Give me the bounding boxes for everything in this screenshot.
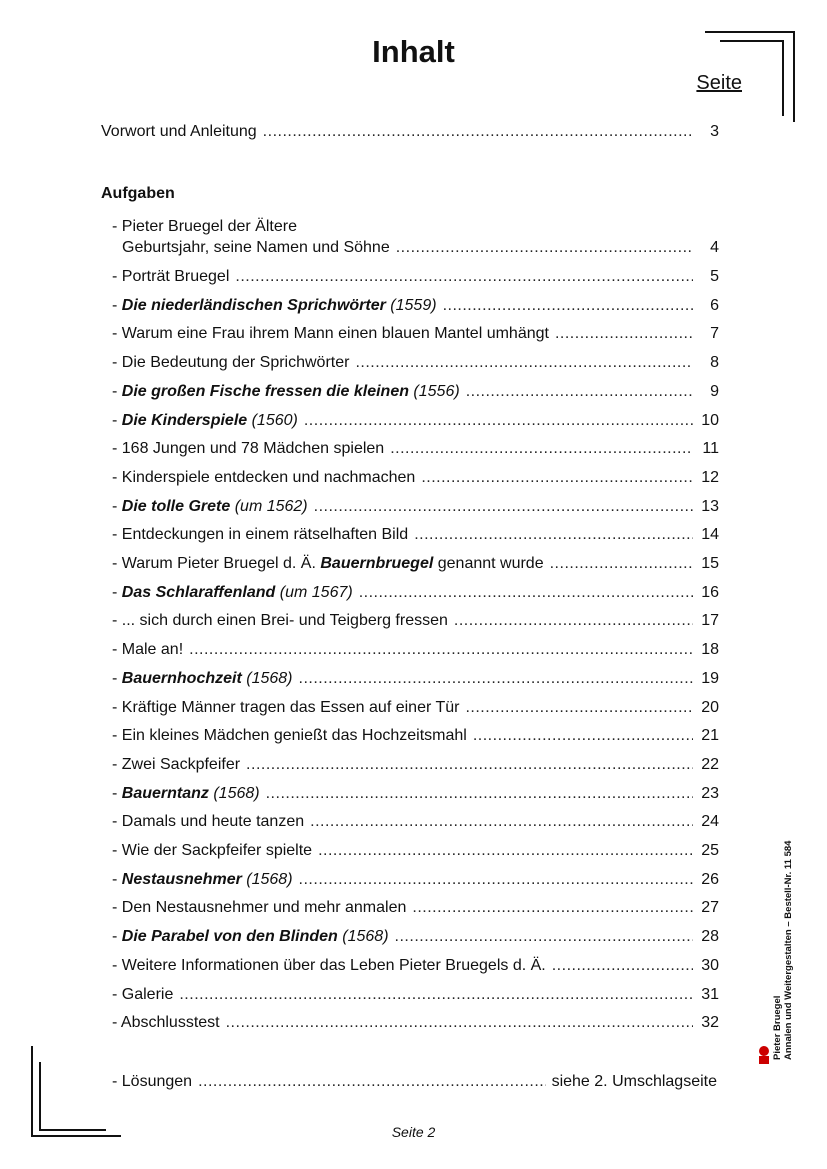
toc-entry-text-part: (1559) (385, 296, 437, 314)
toc-entry-label: Geburtsjahr, seine Namen und Söhne (122, 239, 390, 256)
toc-entry-page: 5 (710, 268, 719, 285)
toc-entry-label (112, 898, 406, 918)
toc-entry-text-part: Die großen Fische fressen die kleinen (121, 382, 409, 400)
toc-entry-label (112, 640, 183, 660)
toc-entry-page: 20 (701, 698, 719, 716)
leader-dots (555, 324, 693, 344)
toc-entry-page: 14 (701, 526, 719, 544)
toc-entry (112, 782, 719, 804)
section-heading: Aufgaben (101, 185, 175, 202)
toc-entry-label (112, 554, 544, 574)
leader-dots (299, 870, 693, 890)
toc-entry-text-part: (1568) (337, 928, 389, 946)
toc-entry-page: 6 (710, 296, 719, 314)
toc-entry (112, 638, 719, 660)
leader-dots (443, 296, 693, 316)
toc-entry-label (112, 382, 460, 402)
toc-entry-text-part: (um 1562) (230, 497, 308, 515)
toc-entry-label (112, 841, 312, 861)
leader-dots (299, 669, 694, 689)
toc-entry-page: 16 (701, 583, 719, 601)
toc-entry-label (112, 726, 467, 746)
toc-entry-page: 25 (701, 842, 719, 859)
toc-entry-first-line: - Pieter Bruegel der Ältere (112, 218, 297, 235)
toc-entry-solutions (112, 1070, 717, 1092)
toc-entry-text-part: - Damals und heute tanzen (112, 813, 305, 831)
leader-dots (189, 640, 693, 660)
toc-entry-text-part: - Die Bedeutung der Sprichwörter (112, 354, 350, 372)
toc-entry-page: 7 (710, 325, 719, 343)
sidebar-publisher-text (772, 841, 794, 1060)
leader-dots (235, 267, 693, 287)
toc-entry-label (112, 698, 459, 718)
toc-entry-text-part: - Warum eine Frau ihrem Mann einen blauen Mantel umhängt (112, 325, 549, 343)
leader-dots (550, 554, 693, 574)
toc-entry-text-part: Die Parabel von den Blinden (121, 928, 338, 946)
toc-entry-page: 10 (701, 411, 719, 429)
leader-dots (310, 812, 693, 832)
page-footer: Seite 2 (391, 1124, 436, 1140)
toc-entry-label (112, 1013, 220, 1033)
toc-entry-text-part: - (112, 669, 122, 687)
toc-entry (112, 351, 719, 373)
toc-entry-page: 9 (710, 382, 719, 400)
toc-entry-text-part: - (112, 784, 122, 802)
toc-entry (112, 753, 719, 775)
leader-dots (473, 726, 693, 746)
toc-entry (112, 409, 719, 431)
toc-entry-page: 23 (701, 784, 719, 802)
leader-dots (412, 898, 693, 918)
toc-entry-page: 18 (701, 641, 719, 659)
toc-entry-text-part: Bauernbruegel (320, 555, 434, 572)
leader-dots (454, 611, 693, 631)
toc-entry (112, 265, 719, 287)
toc-entry-label (112, 669, 293, 689)
toc-entry-page: 27 (701, 899, 719, 917)
toc-entry-label (112, 927, 389, 947)
toc-entry-text-part: - 168 Jungen und 78 Mädchen spielen (112, 440, 385, 458)
toc-entry-label (112, 468, 415, 488)
toc-entry (112, 810, 719, 832)
toc-entry-text-part: - Weitere Informationen über das Leben Pieter Bruegels d. Ä. (112, 956, 546, 974)
toc-entry-text-part: (1560) (247, 411, 298, 429)
toc-entry-page: 28 (701, 928, 719, 946)
leader-dots (355, 353, 693, 373)
sidebar-line1: Pieter Bruegel (772, 995, 783, 1060)
toc-entry (112, 724, 719, 746)
toc-entry-text-part: - Kräftige Männer tragen das Essen auf einer Tür (112, 698, 460, 716)
toc-entry-text-part: - Galerie (112, 985, 174, 1003)
toc-entry-text-part: Die niederländischen Sprichwörter (121, 296, 386, 314)
toc-entry-page: 13 (701, 497, 719, 515)
toc-entry-text-part: - Wie der Sackpfeifer spielte (112, 842, 313, 859)
toc-entry (112, 868, 719, 890)
toc-entry-text-part: Die tolle Grete (121, 497, 231, 515)
toc-entry-label (112, 525, 408, 545)
leader-dots (246, 755, 693, 775)
toc-entry-text-part: - (112, 411, 122, 429)
toc-entry-page: 32 (701, 1014, 719, 1032)
toc-entry-text-part: - Warum Pieter Bruegel d. Ä. (112, 555, 321, 572)
toc-entry (112, 294, 719, 316)
publisher-logo-icon (757, 1045, 771, 1065)
leader-dots (263, 122, 693, 142)
toc-entry (112, 983, 719, 1005)
toc-entry-text-part: - Den Nestausnehmer und mehr anmalen (112, 899, 407, 917)
toc-entry (112, 523, 719, 545)
toc-entry-text-part: genannt wurde (433, 555, 544, 572)
leader-dots (396, 238, 693, 258)
toc-entry-text-part: - (112, 497, 122, 515)
toc-entry-text-part: - Porträt Bruegel (112, 268, 230, 285)
toc-entry-text-part: - (112, 870, 122, 888)
toc-entry-page: 15 (701, 555, 719, 572)
toc-entry-text-part: Nestausnehmer (121, 870, 242, 888)
toc-entry-label (112, 956, 546, 976)
toc-entry-label (112, 267, 229, 287)
toc-entry-text-part: (1556) (408, 382, 460, 400)
toc-entry-label (112, 812, 304, 832)
toc-entry-page: 24 (701, 813, 719, 831)
toc-entry-text-part: Bauernhochzeit (121, 669, 242, 687)
toc-entry-page: 11 (702, 440, 719, 458)
toc-entry-text-part: (1568) (208, 784, 260, 802)
toc-entry-text-part: Die Kinderspiele (121, 411, 248, 429)
toc-entry-text-part: - Male an! (112, 641, 184, 659)
toc-entry-page: 12 (701, 468, 719, 486)
toc-entry-page: 22 (701, 755, 719, 773)
toc-entry-label: - Lösungen (112, 1073, 193, 1090)
toc-entry-label (112, 755, 240, 775)
leader-dots (198, 1072, 546, 1092)
toc-entry (112, 925, 719, 947)
toc-entry-text-part: - Ein kleines Mädchen genießt das Hochzeitsmahl (112, 727, 467, 745)
toc-entry-text-part: Das Schlaraffenland (121, 583, 276, 601)
page-title: Inhalt (372, 34, 455, 69)
toc-entry-text-part: (1568) (241, 669, 293, 687)
toc-entry-page: 31 (701, 985, 719, 1003)
toc-entry-label (112, 439, 384, 459)
leader-dots (390, 439, 693, 459)
toc-entry (112, 552, 719, 574)
leader-dots (465, 698, 693, 718)
toc-entry-text-part: (1568) (241, 870, 293, 888)
toc-entry-text-part: Bauerntanz (121, 784, 209, 802)
leader-dots (359, 583, 693, 603)
toc-entry (112, 609, 719, 631)
toc-entry (112, 1011, 719, 1033)
toc-entry-text-part: - Kinderspiele entdecken und nachmachen (112, 468, 416, 486)
toc-entry-label: Vorwort und Anleitung (101, 123, 257, 140)
toc-entry-text-part: - (112, 928, 122, 946)
toc-entry-page: 30 (701, 956, 719, 974)
toc-entry-page: 8 (710, 354, 719, 372)
leader-dots (304, 411, 693, 431)
leader-dots (414, 525, 693, 545)
leader-dots (179, 985, 693, 1005)
toc-entry (112, 581, 719, 603)
toc-entry-text-part: - ... sich durch einen Brei- und Teigberg fressen (112, 612, 448, 630)
toc-entry-page: siehe 2. Umschlagseite (551, 1073, 717, 1090)
toc-entry-label (112, 324, 549, 344)
leader-dots (226, 1013, 693, 1033)
toc-entry (112, 696, 719, 718)
leader-dots (552, 956, 693, 976)
toc-entry-label (112, 296, 437, 316)
toc-entry-text-part: - (112, 583, 122, 601)
toc-entry-page: 3 (710, 123, 719, 140)
toc-entry (112, 466, 719, 488)
toc-entry-text-part: - Entdeckungen in einem rätselhaften Bild (112, 526, 409, 544)
toc-entry (112, 322, 719, 344)
leader-dots (266, 784, 693, 804)
toc-entry-text-part: (um 1567) (275, 583, 353, 601)
toc-entry (112, 896, 719, 918)
toc-entry-page: 17 (701, 612, 719, 630)
toc-entry-text-part: - Zwei Sackpfeifer (112, 755, 241, 773)
toc-entry-label (112, 985, 173, 1005)
toc-entry-text-part: - (112, 296, 122, 314)
toc-entry-page: 19 (701, 669, 719, 687)
toc-entry (112, 437, 719, 459)
toc-entry-label (112, 870, 293, 890)
toc-entry-text-part: - (112, 382, 122, 400)
toc-entry-page: 26 (701, 870, 719, 888)
toc-entry-page: 4 (710, 239, 719, 256)
toc-entry-page: 21 (701, 727, 719, 745)
leader-dots (318, 841, 693, 861)
leader-dots (395, 927, 693, 947)
toc-entry-label (112, 583, 353, 603)
toc-entry (112, 839, 719, 861)
leader-dots (421, 468, 693, 488)
toc-entry-intro (101, 120, 719, 142)
leader-dots (314, 497, 693, 517)
toc-entry-label (112, 784, 260, 804)
toc-entry (112, 667, 719, 689)
toc-entry-text-part: - Abschlusstest (112, 1014, 220, 1032)
toc-entry-first (122, 236, 719, 258)
toc-entry (112, 380, 719, 402)
toc-entry-label (112, 353, 349, 373)
sidebar-line2: Annalen und Weitergestalten – Bestell-Nr. 11 584 (783, 840, 794, 1060)
toc-entry (112, 495, 719, 517)
toc-entry (112, 954, 719, 976)
toc-entry-label (112, 411, 298, 431)
page-column-header: Seite (696, 72, 742, 94)
toc-entry-label (112, 611, 448, 631)
leader-dots (466, 382, 693, 402)
toc-entry-label (112, 497, 308, 517)
